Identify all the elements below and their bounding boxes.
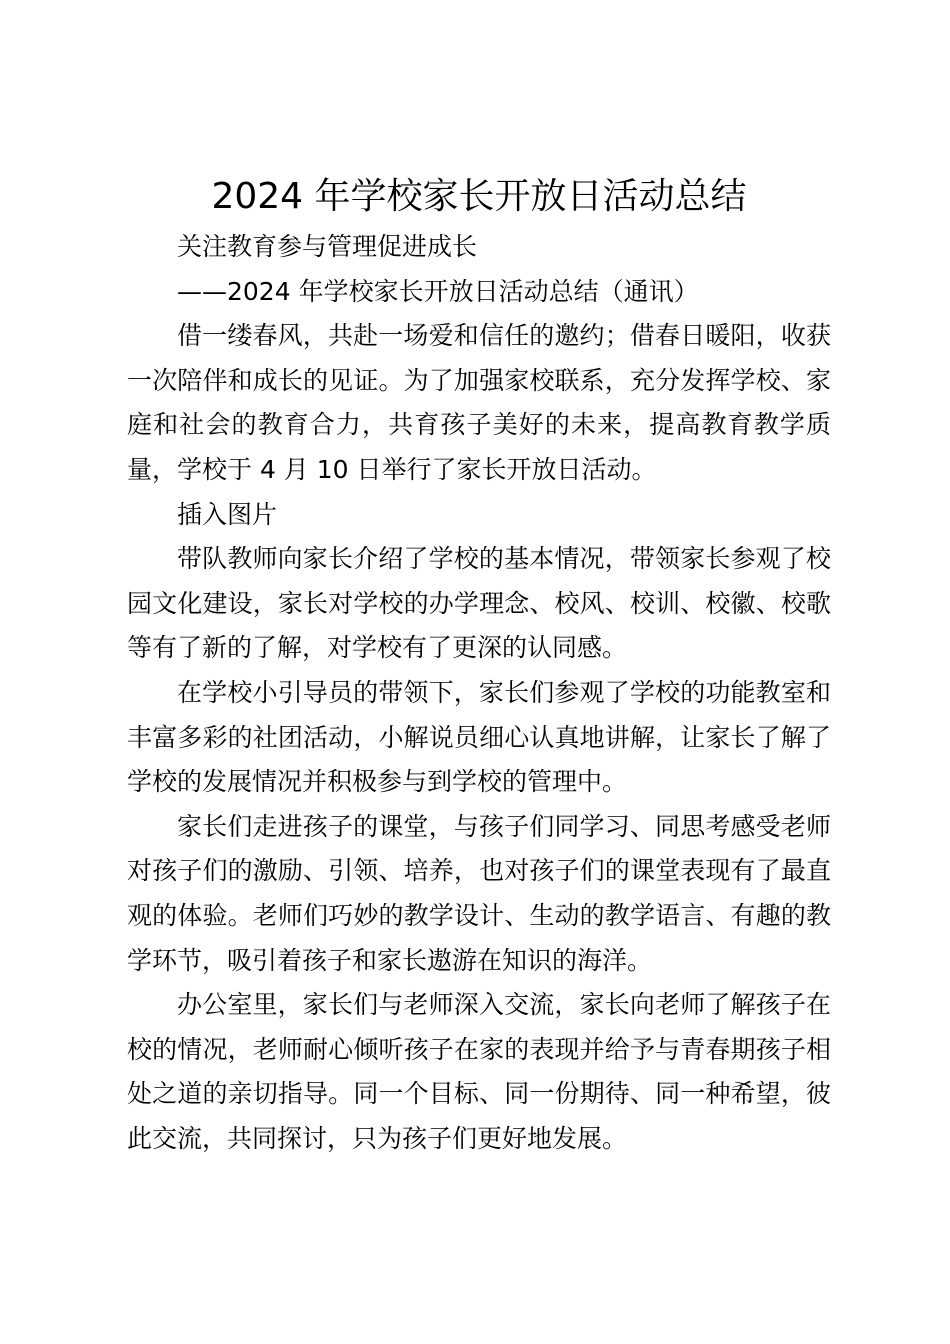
paragraph-office: 办公室里，家长们与老师深入交流，家长向老师了解孩子在校的情况，老师耐心倾听孩子在家的表现并给予与青春期孩子相处之道的亲切指导。同一个目标、同一份期待、同一种希望，彼此交流，共同探讨，只为孩子们更好地发展。 [127,990,831,1153]
paragraph-classroom: 家长们走进孩子的课堂，与孩子们同学习、同思考感受老师对孩子们的激励、引领、培养，也对孩子们的课堂表现有了最直观的体验。老师们巧妙的教学设计、生动的教学语言、有趣的教学环节，吸引着孩子和家长遨游在知识的海洋。 [127,811,831,975]
document-body [127,225,831,1161]
document-title: 2024 年学校家长开放日活动总结 [211,176,747,217]
paragraph-campus-tour: 带队教师向家长介绍了学校的基本情况，带领家长参观了校园文化建设，家长对学校的办学理念、校风、校训、校徽、校歌等有了新的了解，对学校有了更深的认同感。 [127,544,831,663]
subtitle-line: 关注教育参与管理促进成长 [177,232,478,261]
paragraph-guides: 在学校小引导员的带领下，家长们参观了学校的功能教室和丰富多彩的社团活动，小解说员细心认真地讲解，让家长了解了学校的发展情况并积极参与到学校的管理中。 [127,677,831,797]
paragraph-intro: 借一缕春风，共赴一场爱和信任的邀约；借春日暖阳，收获一次陪伴和成长的见证。为了加强家校联系，充分发挥学校、家庭和社会的教育合力，共育孩子美好的未来，提高教育教学质量，学校于 4 月 10 日举行了家长开放日活动。 [127,321,831,484]
subheading-line: ——2024 年学校家长开放日活动总结（通讯） [177,276,699,306]
image-placeholder-text: 插入图片 [177,499,278,529]
